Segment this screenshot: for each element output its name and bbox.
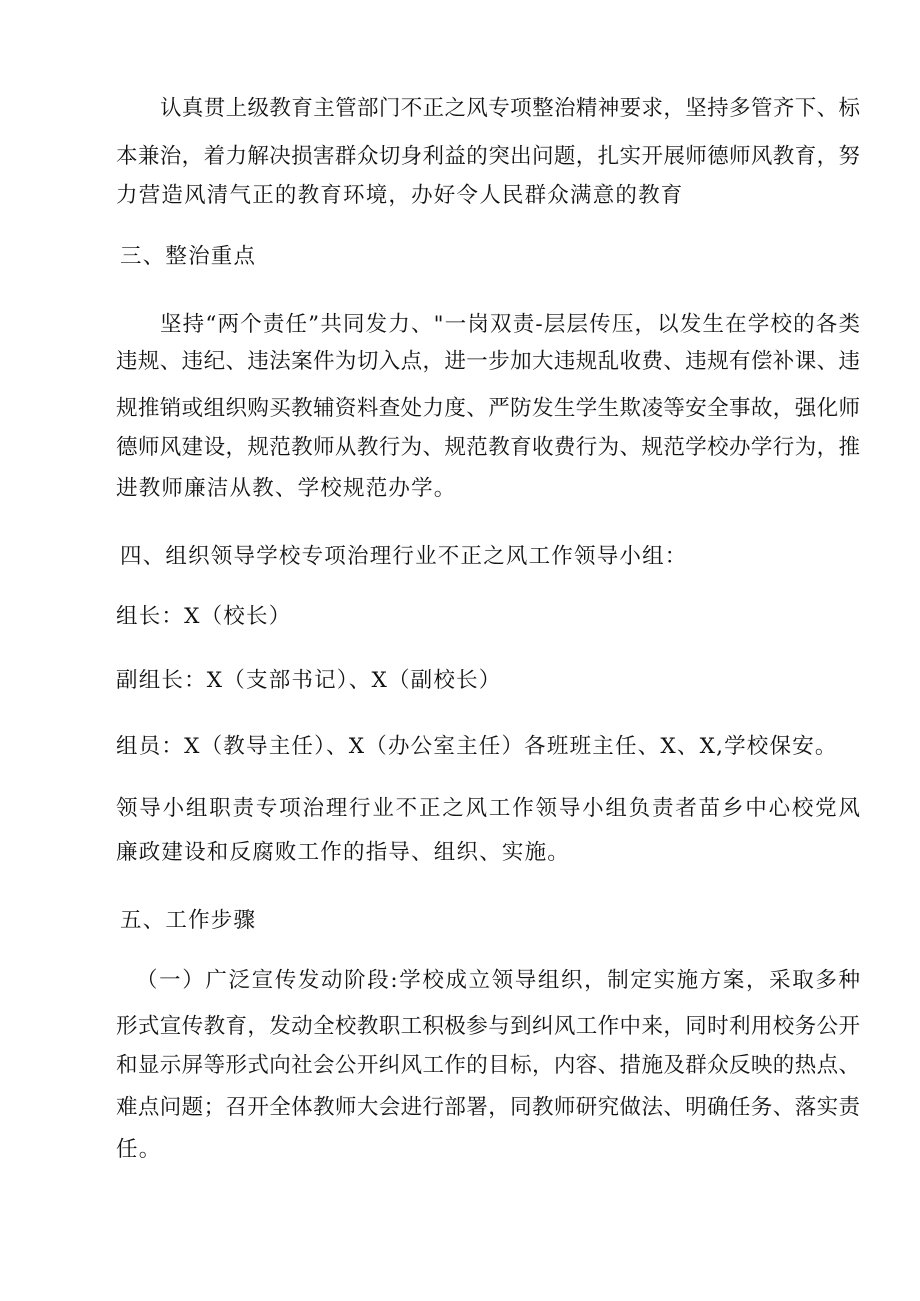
- section-heading: 三、整治重点: [120, 244, 257, 269]
- paragraph-line: 和显示屏等形式向社会公开纠风工作的目标，内容、措施及群众反映的热点、: [116, 1053, 860, 1078]
- paragraph-line: 坚持“两个责任”共同发力、"一岗双责-层层传压，以发生在学校的各类: [160, 312, 860, 337]
- paragraph-line: 廉政建设和反腐败工作的指导、组织、实施。: [116, 840, 571, 865]
- paragraph-line: 难点问题；召开全体教师大会进行部署，同教师研究做法、明确任务、落实责: [116, 1095, 860, 1120]
- paragraph-line: 违规、违纪、违法案件为切入点，进一步加大违规乱收费、违规有偿补课、违: [116, 349, 860, 374]
- paragraph-line: 德师风建设，规范教师从教行为、规范教育收费行为、规范学校办学行为，推: [116, 435, 860, 460]
- paragraph-line: 副组长：X（支部书记）、X（副校长）: [116, 668, 502, 693]
- section-heading: 五、工作步骤: [120, 908, 257, 933]
- paragraph-line: 认真贯上级教育主管部门不正之风专项整治精神要求，坚持多管齐下、标: [160, 96, 860, 121]
- paragraph-line: 任。: [116, 1137, 162, 1162]
- section-heading: 四、组织领导学校专项治理行业不正之风工作领导小组：: [120, 544, 688, 569]
- paragraph-line: 进教师廉洁从教、学校规范办学。: [116, 476, 457, 501]
- paragraph-line: 规推销或组织购买教辅资料查处力度、严防发生学生欺凌等安全事故，强化师: [116, 396, 860, 421]
- paragraph-line: 力营造风清气正的教育环境，办好令人民群众满意的教育: [116, 183, 684, 208]
- paragraph-line: 领导小组职责专项治理行业不正之风工作领导小组负责者苗乡中心校党风: [116, 796, 860, 821]
- paragraph-line: （一）广泛宣传发动阶段:学校成立领导组织，制定实施方案，采取多种: [136, 968, 860, 993]
- paragraph-line: 组长：X（校长）: [116, 604, 292, 629]
- paragraph-line: 形式宣传教育，发动全校教职工积极参与到纠风工作中来，同时利用校务公开: [116, 1014, 860, 1039]
- paragraph-line: 组员：X（教导主任）、X（办公室主任）各班班主任、X、X,学校保安。: [116, 734, 838, 759]
- paragraph-line: 本兼治，着力解决损害群众切身利益的突出问题，扎实开展师德师风教育，努: [116, 144, 860, 169]
